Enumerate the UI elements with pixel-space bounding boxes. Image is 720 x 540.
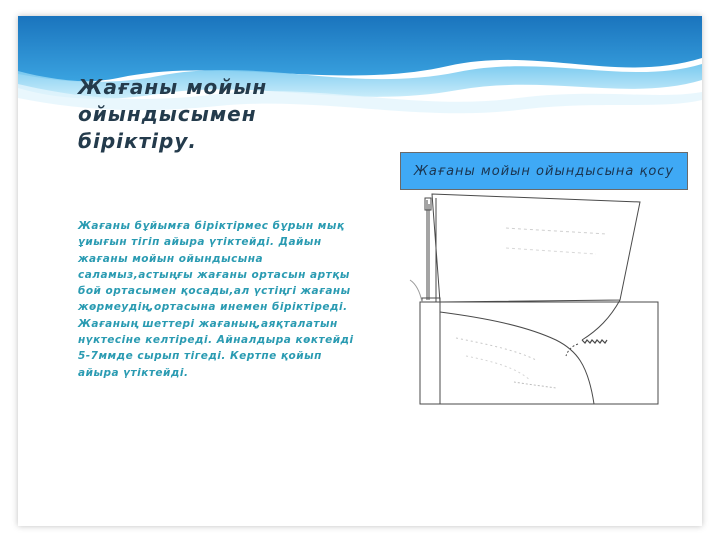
slide-title: Жағаны мойын ойындысымен біріктіру. — [78, 75, 268, 153]
diagram-caption: Жағаны мойын ойындысына қосу — [400, 152, 688, 190]
slide-body-text: Жағаны бұйымға біріктірмес бұрын мық ұиығын тігіп айыра үтіктейді. Дайын жағаны мойын ойындысына саламыз,астыңғы жағаны ортасын артқы бой ортасымен қосады,ал үстіңгі жағаны жөрмеудің,ортасына инемен біріктіреді. Жағаның шеттері жағаның,аяқталатын нүктесіне келтіреді. Айналдыра көктейді 5-7ммде сырып тігеді. Кертпе қойып айыра үтіктейді. — [78, 220, 354, 379]
slide — [18, 16, 702, 526]
collar-attachment-diagram-icon — [396, 188, 696, 418]
